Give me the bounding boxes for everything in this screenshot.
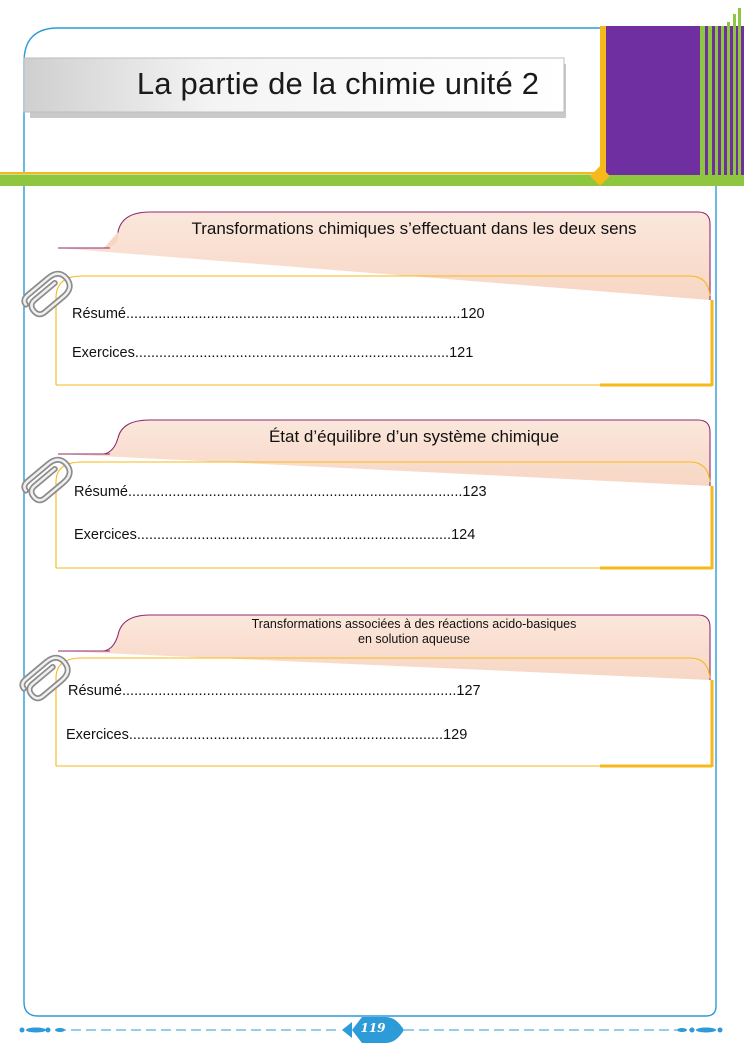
paperclip-icon-2 bbox=[22, 455, 74, 504]
toc-entry-resume-3[interactable] bbox=[68, 683, 481, 699]
page-title: La partie de la chimie unité 2 bbox=[136, 66, 540, 101]
entry-leader: .............................................................................. bbox=[134, 345, 450, 361]
entry-leader: ................................................................................... bbox=[128, 484, 463, 500]
footer-ornament-left bbox=[20, 1028, 66, 1033]
toc-entry-resume-2[interactable] bbox=[74, 484, 487, 500]
entry-leader: ................................................................................... bbox=[126, 306, 461, 322]
paperclip-icon-1 bbox=[22, 269, 74, 318]
page-number: 119 bbox=[360, 1021, 386, 1035]
entry-label: Exercices bbox=[74, 527, 137, 543]
entry-page: 121 bbox=[449, 345, 474, 361]
toc-entry-exercices-2[interactable] bbox=[74, 527, 475, 543]
entry-page: 123 bbox=[462, 484, 487, 500]
section-3-title-line2: en solution aqueuse bbox=[358, 632, 470, 646]
entry-label: Exercices bbox=[66, 727, 129, 743]
entry-leader: .............................................................................. bbox=[128, 727, 444, 743]
entry-page: 124 bbox=[451, 527, 476, 543]
toc-entry-resume-1[interactable] bbox=[72, 306, 485, 322]
footer-ornament-right bbox=[677, 1028, 723, 1033]
entry-page: 127 bbox=[456, 683, 481, 699]
toc-entry-exercices-3[interactable] bbox=[66, 727, 467, 743]
entry-label: Résumé bbox=[74, 484, 128, 500]
toc-entry-exercices-1[interactable] bbox=[72, 345, 473, 361]
section-3-title-line1: Transformations associées à des réactions acido-basiques bbox=[251, 617, 577, 631]
entry-page: 120 bbox=[460, 306, 485, 322]
entry-leader: .............................................................................. bbox=[136, 527, 452, 543]
entry-label: Résumé bbox=[72, 306, 126, 322]
entry-label: Résumé bbox=[68, 683, 122, 699]
section-1-title: Transformations chimiques s’effectuant dans les deux sens bbox=[191, 219, 637, 238]
section-2-title: État d’équilibre d’un système chimique bbox=[268, 427, 560, 446]
paperclip-icon-3 bbox=[20, 653, 72, 702]
entry-page: 129 bbox=[443, 727, 468, 743]
entry-leader: ................................................................................... bbox=[122, 683, 457, 699]
entry-label: Exercices bbox=[72, 345, 135, 361]
